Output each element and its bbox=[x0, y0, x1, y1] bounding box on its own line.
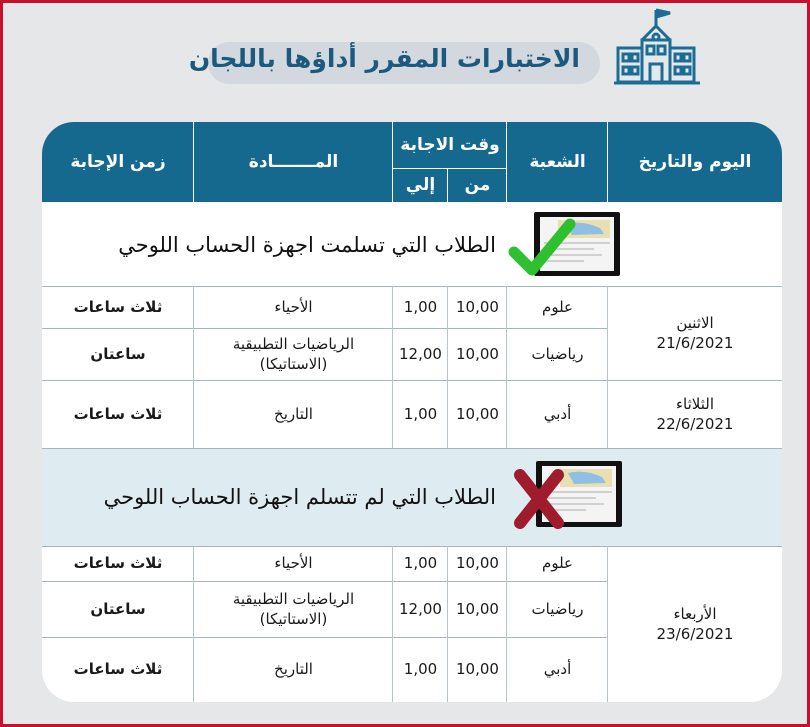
from-cell: 10,00 bbox=[456, 554, 499, 573]
section-cell: علوم bbox=[542, 554, 573, 573]
group-label: الطلاب التي تسلمت اجهزة الحساب اللوحي bbox=[118, 233, 496, 257]
to-cell: 12,00 bbox=[399, 344, 442, 363]
group-band-not-received bbox=[42, 449, 782, 546]
day-date-cell: الثلاثاء 22/6/2021 bbox=[656, 394, 734, 433]
header-duration: زمن الإجابة bbox=[70, 152, 166, 172]
duration-cell: ثلاث ساعات bbox=[73, 404, 163, 423]
subject-cell: الرياضيات التطبيقية (الاستاتيكا) bbox=[232, 334, 355, 373]
table-header bbox=[42, 122, 782, 202]
header-to: إلي bbox=[405, 175, 436, 195]
subject-cell: الأحياء bbox=[274, 297, 313, 316]
to-cell: 1,00 bbox=[403, 297, 438, 316]
day-date-cell: الاثنين 21/6/2021 bbox=[656, 313, 734, 352]
section-cell: رياضيات bbox=[531, 344, 584, 363]
cross-icon bbox=[512, 469, 566, 529]
group-label: الطلاب التي لم تتسلم اجهزة الحساب اللوحي bbox=[103, 485, 496, 509]
header-section: الشعبة bbox=[529, 152, 586, 172]
to-cell: 1,00 bbox=[403, 554, 438, 573]
from-cell: 10,00 bbox=[456, 660, 499, 679]
to-cell: 1,00 bbox=[403, 660, 438, 679]
section-cell: رياضيات bbox=[531, 599, 584, 618]
section-cell: أدبي bbox=[543, 404, 572, 423]
header-subject: المـــــــادة bbox=[248, 152, 339, 172]
title-banner bbox=[188, 42, 600, 84]
check-icon bbox=[508, 218, 576, 280]
duration-cell: ساعتان bbox=[90, 599, 146, 618]
subject-cell: التاريخ bbox=[274, 660, 313, 679]
exam-schedule-table bbox=[42, 122, 782, 702]
school-building-icon bbox=[612, 6, 708, 86]
from-cell: 10,00 bbox=[456, 404, 499, 423]
subject-cell: التاريخ bbox=[274, 404, 313, 423]
header-from: من bbox=[464, 175, 491, 195]
header-answer-time: وقت الاجابة bbox=[400, 135, 500, 155]
from-cell: 10,00 bbox=[456, 297, 499, 316]
duration-cell: ثلاث ساعات bbox=[73, 660, 163, 679]
duration-cell: ثلاث ساعات bbox=[73, 297, 163, 316]
section-cell: علوم bbox=[542, 297, 573, 316]
subject-cell: الأحياء bbox=[274, 554, 313, 573]
duration-cell: ساعتان bbox=[90, 344, 146, 363]
from-cell: 10,00 bbox=[456, 599, 499, 618]
page-title: الاختبارات المقرر أداؤها باللجان bbox=[188, 44, 580, 73]
group-band-received bbox=[42, 202, 782, 286]
day-date-cell: الأربعاء 23/6/2021 bbox=[656, 604, 734, 643]
to-cell: 1,00 bbox=[403, 404, 438, 423]
duration-cell: ثلاث ساعات bbox=[73, 554, 163, 573]
section-cell: أدبي bbox=[543, 660, 572, 679]
header-day-date: اليوم والتاريخ bbox=[638, 152, 752, 172]
from-cell: 10,00 bbox=[456, 344, 499, 363]
to-cell: 12,00 bbox=[399, 599, 442, 618]
subject-cell: الرياضيات التطبيقية (الاستاتيكا) bbox=[232, 589, 355, 628]
